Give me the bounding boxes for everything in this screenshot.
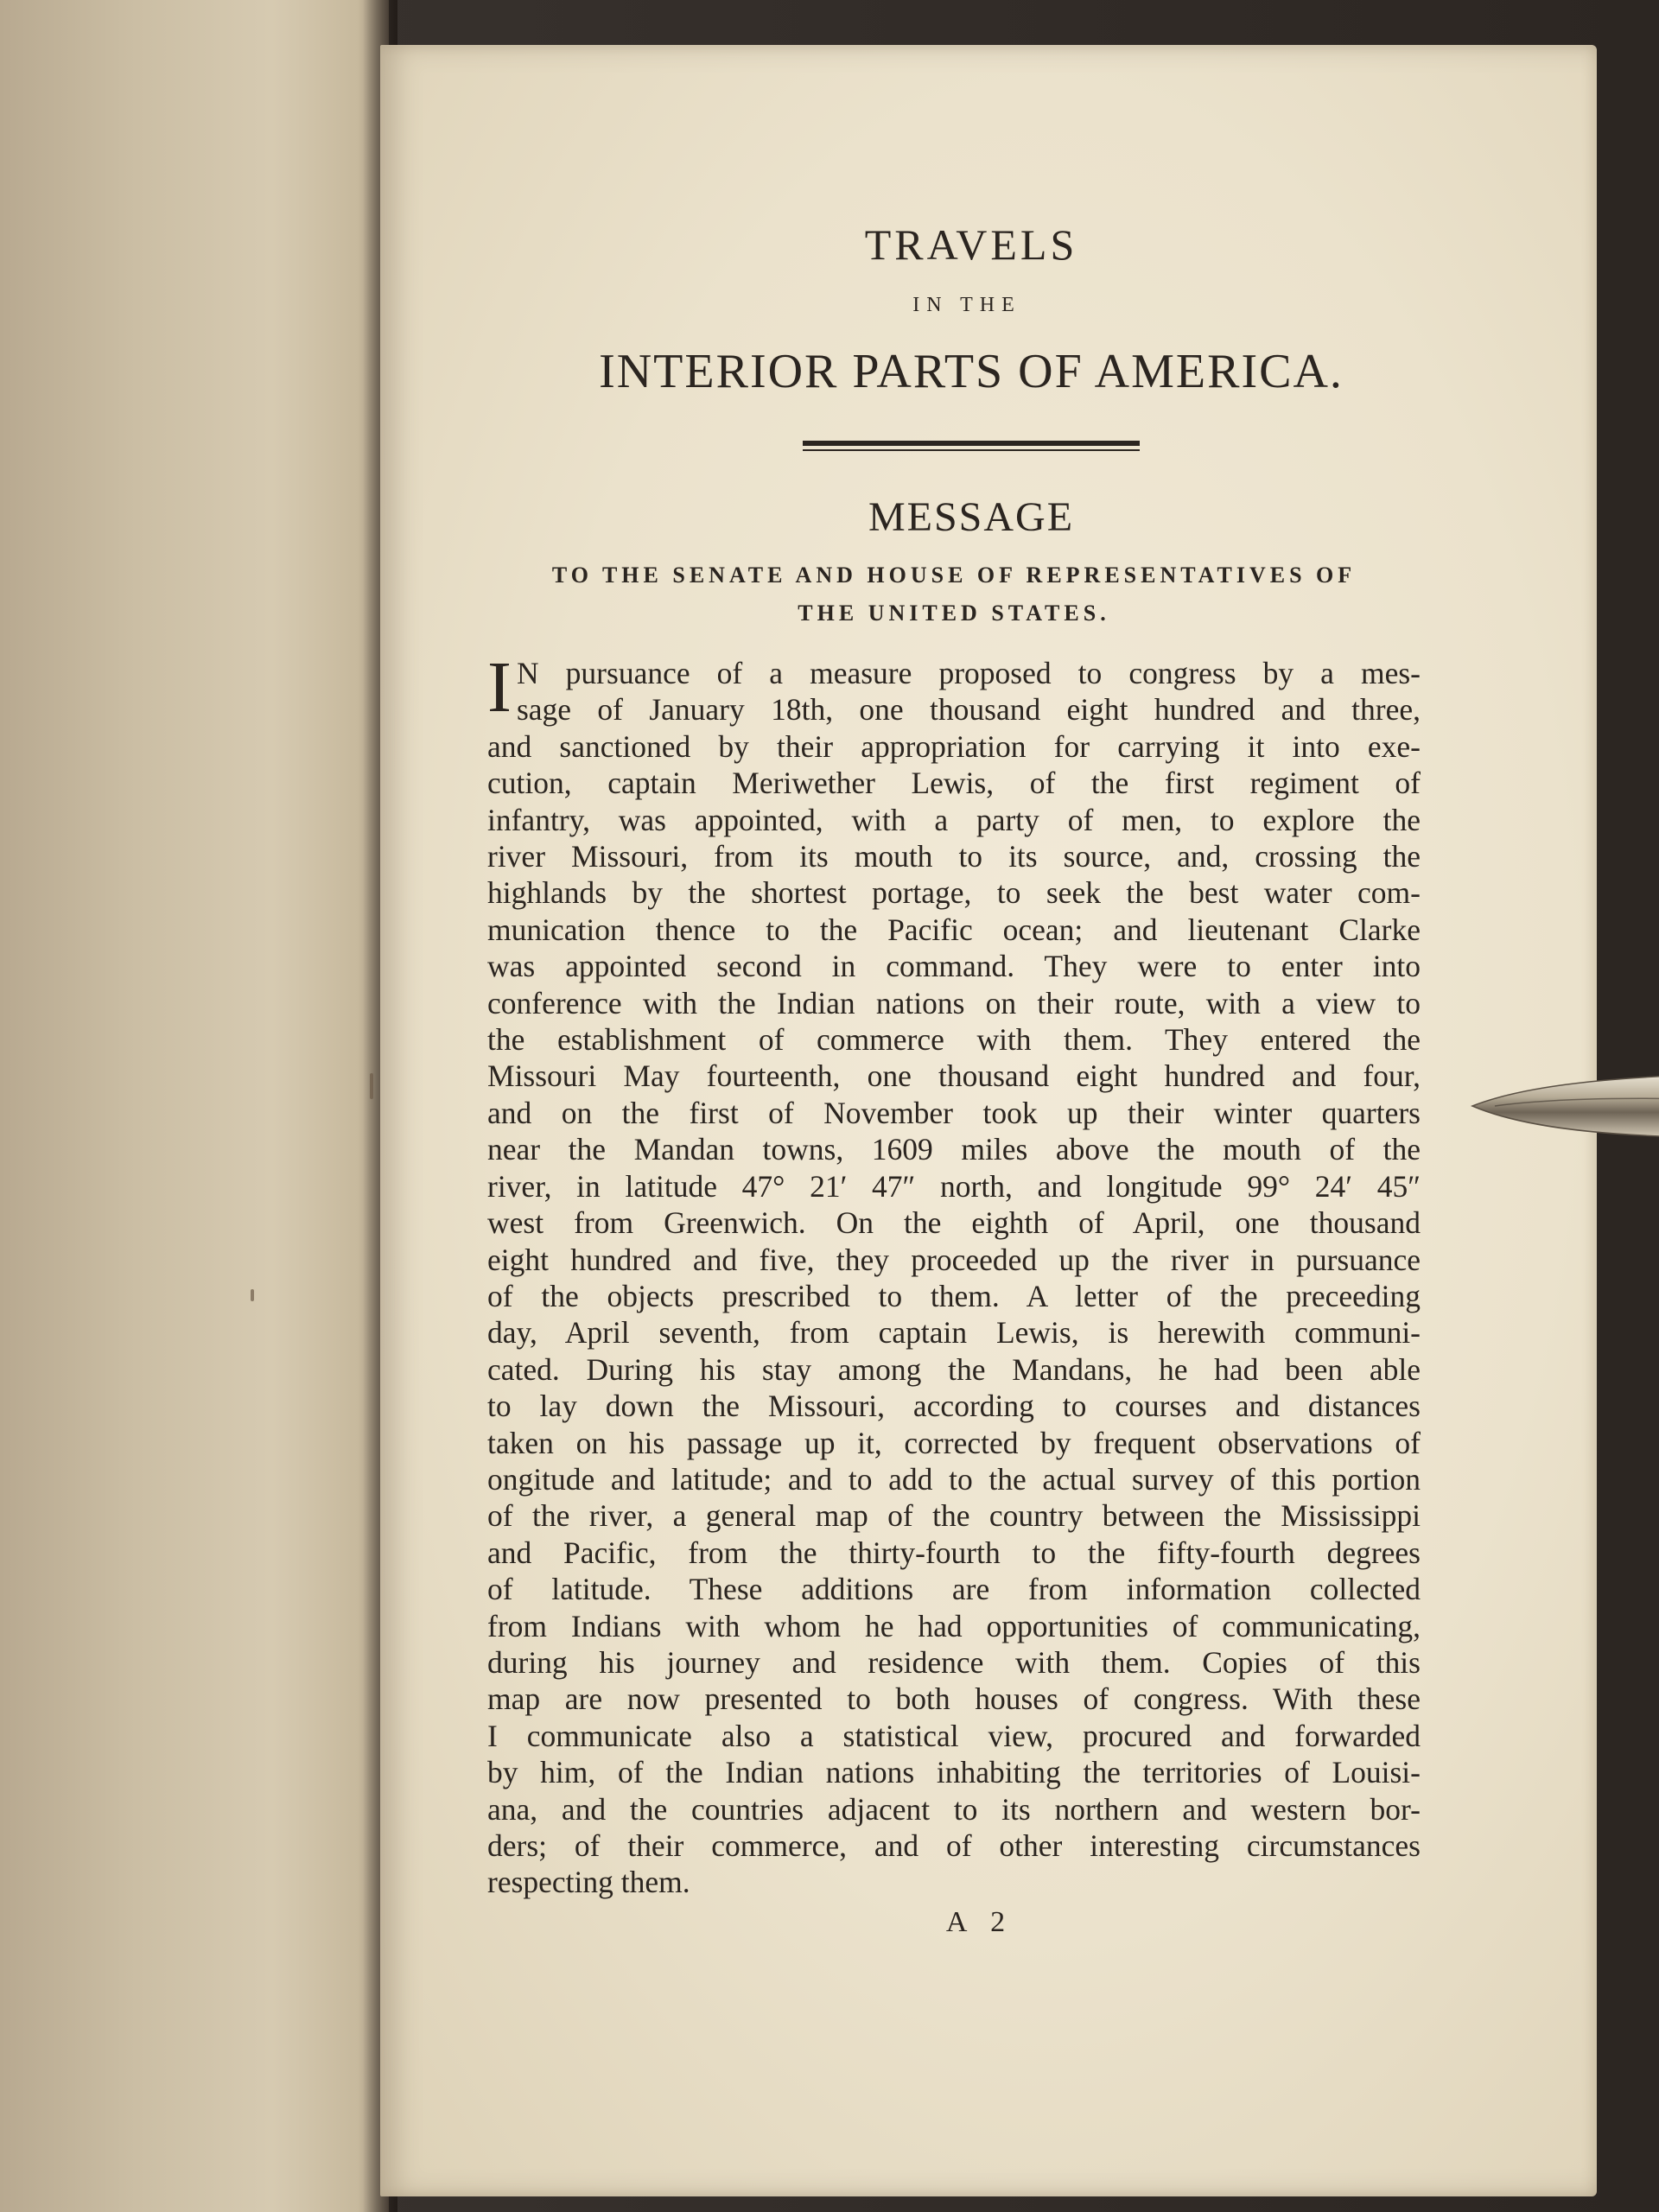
text-line: cution, captain Meriwether Lewis, of the first regiment of [487,766,1421,801]
text-line: N pursuance of a measure proposed to congress by a mes- [516,656,1421,690]
rule-thick [803,441,1140,446]
addressee [487,556,1421,632]
text-line: was appointed second in command. They were to enter into [487,949,1421,984]
text-line: during his journey and residence with them. Copies of this [487,1644,1421,1680]
rule-thin [803,449,1140,451]
page-mark [251,1289,254,1301]
pen-pointer-icon [1469,1066,1659,1146]
facing-page [0,0,389,2212]
text-line: map are now presented to both houses of congress. With these [487,1681,1421,1717]
text-line: I communicate also a statistical view, procured and forwarded [487,1718,1421,1753]
text-line: and sanctioned by their appropriation for carrying it into exe- [487,728,1421,764]
text-line: cated. During his stay among the Mandans, he had been able [487,1351,1421,1387]
page-content [487,218,1421,1939]
text-line: river, in latitude 47° 21′ 47″ north, and longitude 99° 24′ 45″ [487,1168,1421,1204]
text-line: of the objects prescribed to them. A letter of the preceeding [487,1278,1421,1313]
title-rule [768,441,1140,451]
text-line: taken on his passage up it, corrected by frequent observations of [487,1425,1421,1460]
text-line: day, April seventh, from captain Lewis, is herewith communi- [487,1315,1421,1351]
text-line: the establishment of commerce with them. They entered the [487,1022,1421,1058]
text-line: by him, of the Indian nations inhabiting the territories of Louisi- [487,1755,1421,1790]
text-line: ongitude and latitude; and to add to the actual survey of this portion [487,1461,1421,1497]
addressee-line-1: TO THE SENATE AND HOUSE OF REPRESENTATIVES OF [551,563,1357,588]
text-line: to lay down the Missouri, according to courses and distances [487,1389,1421,1424]
text-line: of the river, a general map of the country between the Mississippi [487,1498,1421,1534]
book-subtitle: INTERIOR PARTS OF AMERICA. [599,345,1344,398]
book-page [380,45,1597,2196]
text-line: conference with the Indian nations on their route, with a view to [487,985,1421,1020]
book-title: TRAVELS [864,220,1078,269]
text-line: from Indians with whom he had opportunities of communicating, [487,1608,1421,1643]
page-mark [370,1073,373,1099]
text-line: ana, and the countries adjacent to its northern and western bor- [487,1791,1421,1827]
text-line: near the Mandan towns, 1609 miles above the mouth of the [487,1132,1421,1167]
text-line: river Missouri, from its mouth to its source, and, crossing the [487,839,1421,874]
signature-mark: A 2 [945,1905,1014,1938]
title-connector: IN THE [912,294,1021,316]
message-body [487,647,1421,1901]
text-line: ders; of their commerce, and of other interesting circumstances [487,1828,1421,1863]
section-heading: MESSAGE [868,494,1075,540]
text-line: eight hundred and five, they proceeded up the river in pursuance [487,1242,1421,1277]
text-line: infantry, was appointed, with a party of men, to explore the [487,802,1421,837]
text-line: munication thence to the Pacific ocean; and lieutenant Clarke [487,912,1421,947]
text-line: west from Greenwich. On the eighth of April, one thousand [487,1205,1421,1241]
text-line: and on the first of November took up their winter quarters [487,1095,1421,1130]
addressee-line-2: THE UNITED STATES. [798,601,1110,626]
text-line: respecting them. [487,1865,690,1900]
text-line: of latitude. These additions are from information collected [487,1572,1421,1607]
drop-cap: I [487,647,512,728]
text-line: highlands by the shortest portage, to seek the best water com- [487,875,1421,911]
text-line: sage of January 18th, one thousand eight hundred and three, [516,692,1421,728]
text-line: and Pacific, from the thirty-fourth to the fifty-fourth degrees [487,1535,1421,1570]
text-line: Missouri May fourteenth, one thousand eight hundred and four, [487,1058,1421,1094]
